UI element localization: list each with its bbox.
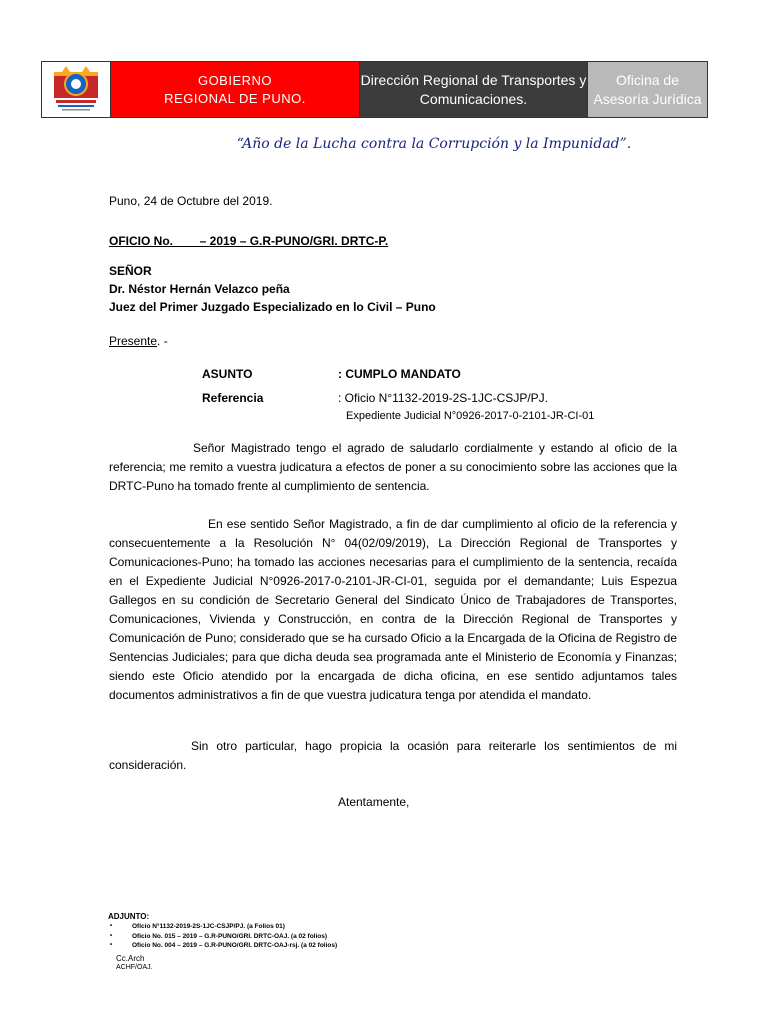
attachments-title: ADJUNTO: xyxy=(108,912,150,921)
paragraph-1: Señor Magistrado tengo el agrado de saludarlo cordialmente y estando al oficio de la referencia; me remito a vuestra judicatura a efectos de poner a su conocimiento sobre las acciones que la DRTC-Puno ha tomado frente al cumplimiento de sentencia. xyxy=(109,441,677,493)
letter-date: Puno, 24 de Octubre del 2019. xyxy=(109,194,273,208)
referencia-label: Referencia xyxy=(202,391,264,405)
letterhead xyxy=(41,61,708,118)
presente-suffix: . - xyxy=(157,334,168,348)
paragraph-2: En ese sentido Señor Magistrado, a fin de dar cumplimiento al oficio de la referencia y consecuentemente a la Resolución N° 04(02/09/2019), La Dirección Regional de Transportes y Comunicaciones-Puno; ha tomado las acciones necesarias para el cumplimiento de la sentencia, recaída en el Expediente Judicial N°0926-2017-0-2101-JR-CI-01, seguida por el demandante; Luis Espezua Gallegos en su condición de Secretario General del Sindicato Único de Trabajadores de Transportes, Comunicaciones, Vivienda y Construcción, en contra de la Dirección Regional de Transportes y Comunicación de Puno; considerado que se ha cursado Oficio a la Encargada de la Oficina de Registro de Sentencias Judiciales; para que dicha deuda sea programada ante el Ministerio de Economía y Finanzas; siendo este Oficio atendido por la encargada de dicha oficina, en ese sentido adjuntamos tales documentos administrativos a fin de que vuestra judicatura tenga por atendida el mandato. xyxy=(109,517,677,702)
presente-line xyxy=(109,334,168,349)
recipient-name: Dr. Néstor Hernán Velazco peña xyxy=(109,282,290,296)
regional-seal-icon xyxy=(52,66,100,112)
attachment-item: • Oficio No. 015 – 2019 – G.R-PUNO/GRI. DRTC-OAJ. (a 02 folios) xyxy=(108,932,337,942)
referencia-expediente: Expediente Judicial N°0926-2017-0-2101-JR-CI-01 xyxy=(346,410,595,422)
closing: Atentamente, xyxy=(338,795,410,809)
paragraph-3: Sin otro particular, hago propicia la ocasión para reiterarle los sentimientos de mi consideración. xyxy=(109,739,677,772)
year-motto: “Año de la Lucha contra la Corrupción y la Impunidad”. xyxy=(236,136,632,152)
gobierno-line2: REGIONAL DE PUNO. xyxy=(164,90,306,106)
referencia-value: : Oficio N°1132-2019-2S-1JC-CSJP/PJ. xyxy=(338,391,548,405)
attachment-item: • Oficio No. 004 – 2019 – G.R-PUNO/GRI. DRTC-OAJ-rsj. (a 02 folios) xyxy=(108,941,337,951)
direccion-line2: Comunicaciones. xyxy=(419,90,528,107)
asunto-label: ASUNTO xyxy=(202,367,253,381)
recipient-title: Juez del Primer Juzgado Especializado en lo Civil – Puno xyxy=(109,300,436,314)
gobierno-cell xyxy=(111,62,359,117)
oficina-line2: Asesoría Jurídica xyxy=(593,90,702,107)
recipient-salutation: SEÑOR xyxy=(109,264,152,278)
direccion-line1: Dirección Regional de Transportes y xyxy=(360,71,587,88)
presente-word: Presente xyxy=(109,334,158,348)
gobierno-line1: GOBIERNO xyxy=(197,72,273,88)
attachments-list xyxy=(108,922,337,951)
oficina-line1: Oficina de xyxy=(615,71,680,88)
cc-arch: Cc.Arch xyxy=(116,954,145,963)
initials: ACHF/OAJ. xyxy=(116,964,153,971)
oficio-number: OFICIO No. – 2019 – G.R-PUNO/GRI. DRTC-P. xyxy=(109,234,389,248)
attachment-item: • Oficio N°1132-2019-2S-1JC-CSJP/PJ. (a Folios 01) xyxy=(108,922,337,932)
oficina-cell xyxy=(588,62,707,117)
logo-cell xyxy=(42,62,111,117)
asunto-value: : CUMPLO MANDATO xyxy=(338,367,461,381)
direccion-cell xyxy=(359,62,588,117)
